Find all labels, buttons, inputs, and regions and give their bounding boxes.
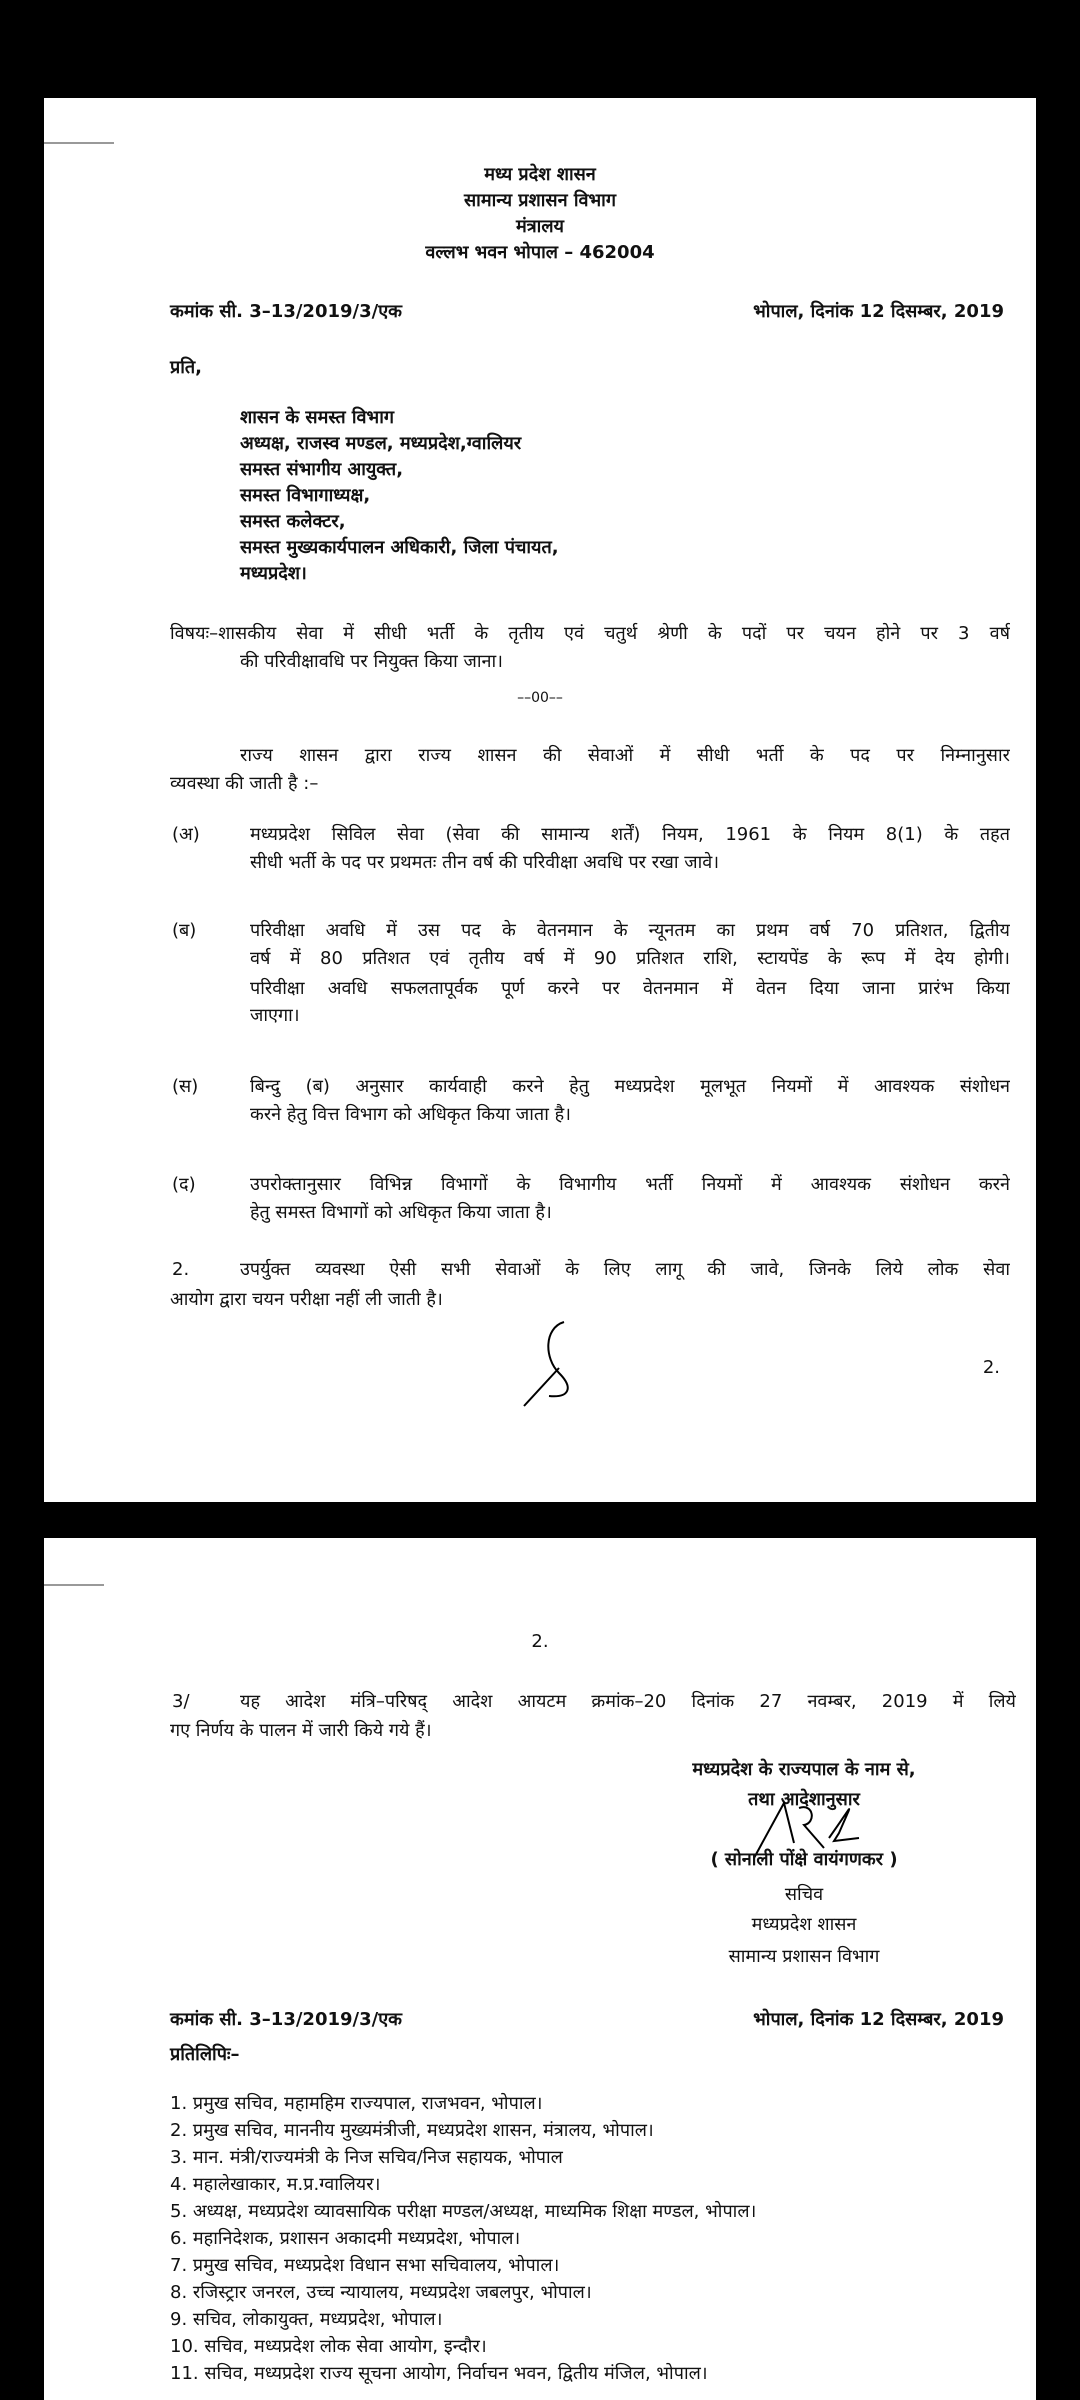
copy-recipient: 10. सचिव, मध्यप्रदेश लोक सेवा आयोग, इन्दौर। [170,2336,487,2357]
issue-date: भोपाल, दिनांक 12 दिसम्बर, 2019 [753,301,1004,322]
addressee: शासन के समस्त विभाग [240,407,394,428]
clause-line: सीधी भर्ती के पद पर प्रथमतः तीन वर्ष की परिवीक्षा अवधि पर रखा जावे। [250,852,720,873]
clause-line: जाएगा। [250,1005,300,1026]
header-line: मंत्रालय [515,216,564,237]
paragraph-line: आयोग द्वारा चयन परीक्षा नहीं ली जाती है। [170,1289,443,1310]
addressee: समस्त संभागीय आयुक्त, [240,459,404,480]
intro-line: व्यवस्था की जाती है :– [170,773,319,794]
signatory-department: सामान्य प्रशासन विभाग [728,1946,880,1967]
copy-recipient: 4. महालेखाकार, म.प्र.ग्वालियर। [170,2174,381,2195]
copy-recipient: 6. महानिदेशक, प्रशासन अकादमी मध्यप्रदेश, भोपाल। [170,2228,521,2249]
scan-artifact [44,1584,104,1586]
reference-number: कमांक सी. 3–13/2019/3/एक [170,2009,402,2030]
document-page-2 [44,1538,1036,2400]
paragraph-line: यह आदेश मंत्रि–परिषद् आदेश आयटम क्रमांक–20 दिनांक 27 नवम्बर, 2019 में लिये [240,1691,1016,1712]
addressee: अध्यक्ष, राजस्व मण्डल, मध्यप्रदेश,ग्वालियर [240,433,522,454]
copy-recipient: 11. सचिव, मध्यप्रदेश राज्य सूचना आयोग, निर्वाचन भवन, द्वितीय मंजिल, भोपाल। [170,2363,708,2384]
addressee: समस्त मुख्यकार्यपालन अधिकारी, जिला पंचायत, [240,537,559,558]
clause-line: हेतु समस्त विभागों को अधिकृत किया जाता है। [250,1202,552,1223]
clause-label: (स) [172,1076,199,1097]
paragraph-line: गए निर्णय के पालन में जारी किये गये हैं। [170,1720,432,1741]
copy-recipient: 3. मान. मंत्री/राज्यमंत्री के निज सचिव/निज सहायक, भोपाल [170,2147,563,2168]
header-line: वल्लभ भवन भोपाल – 462004 [425,242,655,263]
subject-line: विषयः–शासकीय सेवा में सीधी भर्ती के तृतीय एवं चतुर्थ श्रेणी के पदों पर चयन होने पर 3 वर्ष [170,623,1010,644]
clause-label: (ब) [172,920,197,941]
signatory-name: ( सोनाली पोंक्षे वायंगणकर ) [710,1849,898,1870]
clause-line: परिवीक्षा अवधि सफलतापूर्वक पूर्ण करने पर वेतनमान में वेतन दिया जाना प्रारंभ किया [250,978,1010,999]
paragraph-number: 3/ [172,1691,190,1712]
paragraph-number: 2. [172,1259,190,1280]
document-page-1 [44,98,1036,1502]
reference-number: कमांक सी. 3–13/2019/3/एक [170,301,402,322]
page-number: 2. [531,1631,549,1652]
clause-line: वर्ष में 80 प्रतिशत एवं तृतीय वर्ष में 90 प्रतिशत राशि, स्टायपेंड के रूप में देय होगी। [250,948,1010,969]
separator: ––00–– [517,690,563,706]
copy-recipient: 9. सचिव, लोकायुक्त, मध्यप्रदेश, भोपाल। [170,2309,443,2330]
signatory-designation: सचिव [784,1884,824,1905]
issue-date: भोपाल, दिनांक 12 दिसम्बर, 2019 [753,2009,1004,2030]
subject-line: की परिवीक्षावधि पर नियुक्त किया जाना। [240,651,503,672]
header-line: मध्य प्रदेश शासन [484,164,596,185]
to-label: प्रति, [170,357,203,378]
copy-recipient: 2. प्रमुख सचिव, माननीय मुख्यमंत्रीजी, मध्यप्रदेश शासन, मंत्रालय, भोपाल। [170,2120,654,2141]
clause-line: मध्यप्रदेश सिविल सेवा (सेवा की सामान्य शर्तें) नियम, 1961 के नियम 8(1) के तहत [250,824,1010,845]
header-line: सामान्य प्रशासन विभाग [464,190,616,211]
clause-label: (अ) [172,824,200,845]
clause-line: परिवीक्षा अवधि में उस पद के वेतनमान के न्यूनतम का प्रथम वर्ष 70 प्रतिशत, द्वितीय [250,920,1010,941]
addressee: समस्त कलेक्टर, [240,511,346,532]
copy-recipient: 8. रजिस्ट्रार जनरल, उच्च न्यायालय, मध्यप्रदेश जबलपुर, भोपाल। [170,2282,592,2303]
intro-line: राज्य शासन द्वारा राज्य शासन की सेवाओं में सीधी भर्ती के पद पर निम्नानुसार [240,745,1010,766]
clause-label: (द) [172,1174,196,1195]
signoff-line: मध्यप्रदेश के राज्यपाल के नाम से, [692,1759,916,1780]
copy-recipient: 1. प्रमुख सचिव, महामहिम राज्यपाल, राजभवन, भोपाल। [170,2093,543,2114]
copy-label: प्रतिलिपिः– [170,2044,240,2065]
copy-recipient: 7. प्रमुख सचिव, मध्यप्रदेश विधान सभा सचिवालय, भोपाल। [170,2255,560,2276]
continued-page-marker: 2. [982,1357,1000,1378]
copy-recipient: 5. अध्यक्ष, मध्यप्रदेश व्यावसायिक परीक्षा मण्डल/अध्यक्ष, माध्यमिक शिक्षा मण्डल, भोपाल। [170,2201,757,2222]
paragraph-line: उपर्युक्त व्यवस्था ऐसी सभी सेवाओं के लिए लागू की जावे, जिनके लिये लोक सेवा [240,1259,1010,1280]
scan-artifact [44,142,114,144]
signature [514,1318,594,1408]
addressee: मध्यप्रदेश। [240,563,307,584]
clause-line: करने हेतु वित्त विभाग को अधिकृत किया जाता है। [250,1104,571,1125]
addressee: समस्त विभागाध्यक्ष, [240,485,371,506]
clause-line: उपरोक्तानुसार विभिन्न विभागों के विभागीय भर्ती नियमों में आवश्यक संशोधन करने [250,1174,1010,1195]
signatory-government: मध्यप्रदेश शासन [751,1914,857,1935]
clause-line: बिन्दु (ब) अनुसार कार्यवाही करने हेतु मध्यप्रदेश मूलभूत नियमों में आवश्यक संशोधन [250,1076,1010,1097]
signoff-line: तथा आदेशानुसार [748,1789,860,1810]
